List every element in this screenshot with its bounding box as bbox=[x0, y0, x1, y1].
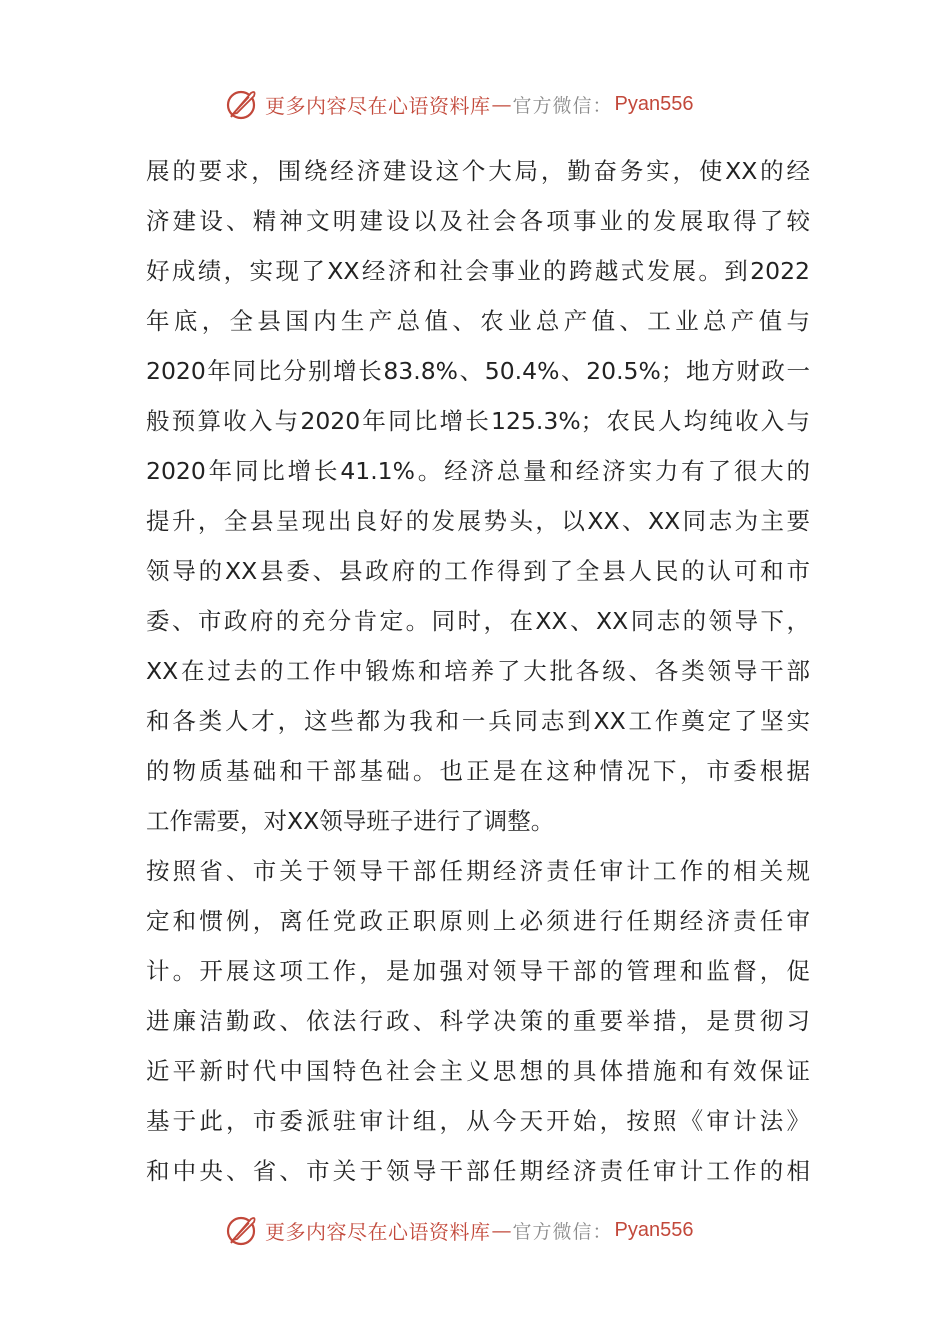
footer-wechat-id: Pyan556 bbox=[614, 1218, 694, 1241]
text-line: 的物质基础和干部基础。也正是在这种情况下，市委根据 bbox=[146, 757, 810, 785]
text-line: 和中央、省、市关于领导干部任期经济责任审计工作的相 bbox=[146, 1157, 810, 1185]
text-line: 展的要求，围绕经济建设这个大局，勤奋务实，使XX的经 bbox=[146, 157, 810, 185]
footer-slogan: 更多内容尽在心语资料库 bbox=[265, 1219, 491, 1244]
header-separator: — bbox=[491, 92, 512, 116]
text-line: XX在过去的工作中锻炼和培养了大批各级、各类领导干部 bbox=[146, 657, 810, 685]
document-body bbox=[146, 146, 810, 1196]
text-line: 工作需要，对XX领导班子进行了调整。 bbox=[146, 807, 555, 835]
header-banner bbox=[225, 84, 693, 124]
text-line: 2020年同比分别增长83.8%、50.4%、20.5%；地方财政一 bbox=[146, 357, 810, 385]
header-wechat-id: Pyan556 bbox=[614, 92, 694, 115]
text-line: 和各类人才，这些都为我和一兵同志到XX工作奠定了坚实 bbox=[146, 707, 810, 735]
header-slogan: 更多内容尽在心语资料库 bbox=[265, 93, 491, 118]
header-wechat-label: 官方微信： bbox=[512, 94, 613, 117]
text-line: 按照省、市关于领导干部任期经济责任审计工作的相关规 bbox=[146, 857, 810, 885]
footer-wechat-label: 官方微信： bbox=[512, 1220, 613, 1243]
text-line: 委、市政府的充分肯定。同时，在XX、XX同志的领导下， bbox=[146, 607, 810, 635]
text-line: 提升，全县呈现出良好的发展势头，以XX、XX同志为主要 bbox=[146, 507, 810, 535]
text-line: 定和惯例，离任党政正职原则上必须进行任期经济责任审 bbox=[146, 907, 810, 935]
text-line: 领导的XX县委、县政府的工作得到了全县人民的认可和市 bbox=[146, 557, 810, 585]
text-line: 年底，全县国内生产总值、农业总产值、工业总产值与 bbox=[146, 307, 810, 335]
text-line: 般预算收入与2020年同比增长125.3%；农民人均纯收入与 bbox=[146, 407, 810, 435]
quill-pen-logo-icon bbox=[225, 1213, 259, 1247]
text-line: 好成绩，实现了XX经济和社会事业的跨越式发展。到2022 bbox=[146, 257, 810, 285]
text-line: 基于此，市委派驻审计组，从今天开始，按照《审计法》 bbox=[146, 1107, 810, 1135]
text-line: 济建设、精神文明建设以及社会各项事业的发展取得了较 bbox=[146, 207, 810, 235]
footer-separator: — bbox=[491, 1218, 512, 1242]
footer-banner bbox=[225, 1210, 693, 1250]
text-line: 2020年同比增长41.1%。经济总量和经济实力有了很大的 bbox=[146, 457, 810, 485]
text-line: 计。开展这项工作，是加强对领导干部的管理和监督，促 bbox=[146, 957, 810, 985]
quill-pen-logo-icon bbox=[225, 87, 259, 121]
text-line: 进廉洁勤政、依法行政、科学决策的重要举措，是贯彻习 bbox=[146, 1007, 810, 1035]
text-line: 近平新时代中国特色社会主义思想的具体措施和有效保证 bbox=[146, 1057, 810, 1085]
